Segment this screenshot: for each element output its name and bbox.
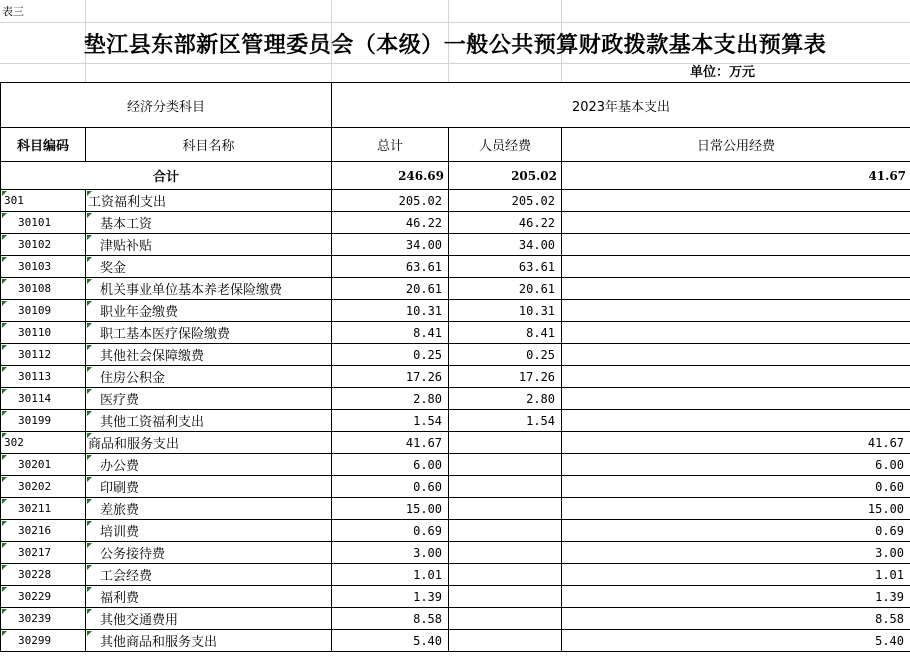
row-personnel[interactable] bbox=[449, 498, 562, 520]
total-row bbox=[1, 162, 910, 190]
row-personnel[interactable] bbox=[449, 520, 562, 542]
table-row bbox=[1, 344, 910, 366]
row-code[interactable]: 30229 bbox=[1, 586, 86, 608]
row-total[interactable]: 1.54 bbox=[332, 410, 449, 432]
error-indicator-icon bbox=[87, 367, 92, 372]
row-name[interactable]: 机关事业单位基本养老保险缴费 bbox=[86, 278, 332, 300]
row-public[interactable]: 3.00 bbox=[562, 542, 910, 564]
error-indicator-icon bbox=[2, 543, 7, 548]
row-personnel[interactable] bbox=[449, 542, 562, 564]
header-public[interactable]: 日常公用经费 bbox=[562, 128, 910, 162]
row-total[interactable]: 8.58 bbox=[332, 608, 449, 630]
row-name[interactable]: 住房公积金 bbox=[86, 366, 332, 388]
error-indicator-icon bbox=[2, 587, 7, 592]
header-personnel[interactable]: 人员经费 bbox=[449, 128, 562, 162]
header-econ-class[interactable]: 经济分类科目 bbox=[1, 83, 332, 128]
page-title: 垫江县东部新区管理委员会（本级）一般公共预算财政拨款基本支出预算表 bbox=[83, 32, 827, 58]
total-personnel[interactable]: 205.02 bbox=[449, 162, 562, 190]
error-indicator-icon bbox=[2, 345, 7, 350]
row-code[interactable]: 30217 bbox=[1, 542, 86, 564]
row-public[interactable]: 1.39 bbox=[562, 586, 910, 608]
row-public[interactable]: 8.58 bbox=[562, 608, 910, 630]
row-public[interactable]: 5.40 bbox=[562, 630, 910, 652]
row-personnel[interactable]: 2.80 bbox=[449, 388, 562, 410]
error-indicator-icon bbox=[87, 631, 92, 636]
error-indicator-icon bbox=[2, 631, 7, 636]
row-name[interactable]: 医疗费 bbox=[86, 388, 332, 410]
row-name[interactable]: 其他商品和服务支出 bbox=[86, 630, 332, 652]
row-personnel[interactable]: 34.00 bbox=[449, 234, 562, 256]
table-row bbox=[1, 520, 910, 542]
error-indicator-icon bbox=[87, 345, 92, 350]
row-name[interactable]: 工会经费 bbox=[86, 564, 332, 586]
row-personnel[interactable]: 0.25 bbox=[449, 344, 562, 366]
error-indicator-icon bbox=[87, 235, 92, 240]
error-indicator-icon bbox=[87, 213, 92, 218]
row-total[interactable]: 0.60 bbox=[332, 476, 449, 498]
error-indicator-icon bbox=[2, 235, 7, 240]
row-public[interactable]: 6.00 bbox=[562, 454, 910, 476]
error-indicator-icon bbox=[2, 499, 7, 504]
row-personnel[interactable]: 17.26 bbox=[449, 366, 562, 388]
row-total[interactable]: 63.61 bbox=[332, 256, 449, 278]
row-public[interactable] bbox=[562, 322, 910, 344]
row-public[interactable] bbox=[562, 300, 910, 322]
sheet-tag: 表三 bbox=[2, 5, 24, 18]
error-indicator-icon bbox=[87, 389, 92, 394]
row-name[interactable]: 其他工资福利支出 bbox=[86, 410, 332, 432]
row-name[interactable]: 其他交通费用 bbox=[86, 608, 332, 630]
total-public[interactable]: 41.67 bbox=[562, 162, 910, 190]
row-personnel[interactable]: 8.41 bbox=[449, 322, 562, 344]
error-indicator-icon bbox=[2, 257, 7, 262]
header-name[interactable]: 科目名称 bbox=[86, 128, 332, 162]
error-indicator-icon bbox=[87, 587, 92, 592]
row-code[interactable]: 30109 bbox=[1, 300, 86, 322]
table-row bbox=[1, 234, 910, 256]
row-code[interactable]: 30114 bbox=[1, 388, 86, 410]
row-total[interactable]: 17.26 bbox=[332, 366, 449, 388]
row-total[interactable]: 1.39 bbox=[332, 586, 449, 608]
row-total[interactable]: 0.25 bbox=[332, 344, 449, 366]
row-personnel[interactable] bbox=[449, 564, 562, 586]
table-row bbox=[1, 564, 910, 586]
row-name[interactable]: 差旅费 bbox=[86, 498, 332, 520]
row-total[interactable]: 15.00 bbox=[332, 498, 449, 520]
row-public[interactable]: 1.01 bbox=[562, 564, 910, 586]
error-indicator-icon bbox=[87, 257, 92, 262]
row-public[interactable]: 15.00 bbox=[562, 498, 910, 520]
row-code[interactable]: 30239 bbox=[1, 608, 86, 630]
row-name[interactable]: 公务接待费 bbox=[86, 542, 332, 564]
row-code[interactable]: 30102 bbox=[1, 234, 86, 256]
row-name[interactable]: 职业年金缴费 bbox=[86, 300, 332, 322]
row-personnel[interactable] bbox=[449, 476, 562, 498]
row-personnel[interactable]: 20.61 bbox=[449, 278, 562, 300]
row-public[interactable] bbox=[562, 366, 910, 388]
row-name[interactable]: 办公费 bbox=[86, 454, 332, 476]
error-indicator-icon bbox=[2, 433, 7, 438]
error-indicator-icon bbox=[87, 477, 92, 482]
row-code[interactable]: 30211 bbox=[1, 498, 86, 520]
error-indicator-icon bbox=[2, 301, 7, 306]
row-total[interactable]: 8.41 bbox=[332, 322, 449, 344]
error-indicator-icon bbox=[2, 565, 7, 570]
budget-table bbox=[0, 82, 910, 652]
table-row bbox=[1, 498, 910, 520]
row-total[interactable]: 3.00 bbox=[332, 542, 449, 564]
row-personnel[interactable] bbox=[449, 586, 562, 608]
row-public[interactable] bbox=[562, 388, 910, 410]
row-code[interactable]: 302 bbox=[1, 432, 86, 454]
row-name[interactable]: 基本工资 bbox=[86, 212, 332, 234]
row-name[interactable]: 福利费 bbox=[86, 586, 332, 608]
error-indicator-icon bbox=[87, 301, 92, 306]
row-name[interactable]: 培训费 bbox=[86, 520, 332, 542]
error-indicator-icon bbox=[87, 279, 92, 284]
table-row bbox=[1, 322, 910, 344]
error-indicator-icon bbox=[2, 279, 7, 284]
table-row bbox=[1, 300, 910, 322]
total-label[interactable]: 合计 bbox=[1, 162, 332, 190]
row-name[interactable]: 工资福利支出 bbox=[86, 190, 332, 212]
error-indicator-icon bbox=[2, 191, 7, 196]
row-code[interactable]: 30199 bbox=[1, 410, 86, 432]
row-total[interactable]: 6.00 bbox=[332, 454, 449, 476]
row-total[interactable]: 41.67 bbox=[332, 432, 449, 454]
row-code[interactable]: 30113 bbox=[1, 366, 86, 388]
row-name[interactable]: 奖金 bbox=[86, 256, 332, 278]
row-total[interactable]: 2.80 bbox=[332, 388, 449, 410]
error-indicator-icon bbox=[87, 609, 92, 614]
table-row bbox=[1, 190, 910, 212]
row-code[interactable]: 301 bbox=[1, 190, 86, 212]
header-row-group bbox=[1, 83, 910, 128]
error-indicator-icon bbox=[2, 521, 7, 526]
table-row bbox=[1, 278, 910, 300]
table-row bbox=[1, 432, 910, 454]
row-public[interactable]: 0.60 bbox=[562, 476, 910, 498]
row-personnel[interactable] bbox=[449, 608, 562, 630]
row-code[interactable]: 30103 bbox=[1, 256, 86, 278]
row-public[interactable]: 41.67 bbox=[562, 432, 910, 454]
row-public[interactable] bbox=[562, 212, 910, 234]
table-row bbox=[1, 388, 910, 410]
row-public[interactable] bbox=[562, 278, 910, 300]
row-total[interactable]: 1.01 bbox=[332, 564, 449, 586]
table-row bbox=[1, 454, 910, 476]
error-indicator-icon bbox=[2, 609, 7, 614]
error-indicator-icon bbox=[87, 455, 92, 460]
row-code[interactable]: 30101 bbox=[1, 212, 86, 234]
error-indicator-icon bbox=[87, 543, 92, 548]
row-personnel[interactable] bbox=[449, 630, 562, 652]
row-code[interactable]: 30201 bbox=[1, 454, 86, 476]
row-name[interactable]: 印刷费 bbox=[86, 476, 332, 498]
header-basic-expenditure[interactable]: 2023年基本支出 bbox=[332, 83, 910, 128]
table-row bbox=[1, 256, 910, 278]
table-row bbox=[1, 410, 910, 432]
row-total[interactable]: 5.40 bbox=[332, 630, 449, 652]
row-code[interactable]: 30202 bbox=[1, 476, 86, 498]
header-total[interactable]: 总计 bbox=[332, 128, 449, 162]
row-code[interactable]: 30108 bbox=[1, 278, 86, 300]
error-indicator-icon bbox=[87, 323, 92, 328]
row-personnel[interactable] bbox=[449, 432, 562, 454]
gridline bbox=[0, 22, 910, 23]
row-total[interactable]: 34.00 bbox=[332, 234, 449, 256]
error-indicator-icon bbox=[2, 213, 7, 218]
table-row bbox=[1, 608, 910, 630]
error-indicator-icon bbox=[87, 521, 92, 526]
row-personnel[interactable]: 1.54 bbox=[449, 410, 562, 432]
row-total[interactable]: 46.22 bbox=[332, 212, 449, 234]
header-row-columns bbox=[1, 128, 910, 162]
row-personnel[interactable]: 205.02 bbox=[449, 190, 562, 212]
table-row bbox=[1, 212, 910, 234]
row-code[interactable]: 30110 bbox=[1, 322, 86, 344]
row-name[interactable]: 职工基本医疗保险缴费 bbox=[86, 322, 332, 344]
table-row bbox=[1, 542, 910, 564]
row-code[interactable]: 30112 bbox=[1, 344, 86, 366]
table-row bbox=[1, 476, 910, 498]
row-public[interactable] bbox=[562, 234, 910, 256]
error-indicator-icon bbox=[87, 411, 92, 416]
error-indicator-icon bbox=[2, 455, 7, 460]
table-row bbox=[1, 586, 910, 608]
row-public[interactable] bbox=[562, 190, 910, 212]
header-code[interactable]: 科目编码 bbox=[1, 128, 86, 162]
row-public[interactable] bbox=[562, 410, 910, 432]
unit-label: 单位：万元 bbox=[690, 65, 756, 80]
error-indicator-icon bbox=[87, 433, 92, 438]
row-personnel[interactable]: 10.31 bbox=[449, 300, 562, 322]
table-row bbox=[1, 630, 910, 652]
row-code[interactable]: 30216 bbox=[1, 520, 86, 542]
error-indicator-icon bbox=[2, 411, 7, 416]
error-indicator-icon bbox=[2, 477, 7, 482]
total-total[interactable]: 246.69 bbox=[332, 162, 449, 190]
row-public[interactable]: 0.69 bbox=[562, 520, 910, 542]
row-code[interactable]: 30228 bbox=[1, 564, 86, 586]
row-total[interactable]: 205.02 bbox=[332, 190, 449, 212]
row-name[interactable]: 商品和服务支出 bbox=[86, 432, 332, 454]
error-indicator-icon bbox=[87, 191, 92, 196]
row-total[interactable]: 10.31 bbox=[332, 300, 449, 322]
row-total[interactable]: 20.61 bbox=[332, 278, 449, 300]
row-personnel[interactable]: 63.61 bbox=[449, 256, 562, 278]
row-name[interactable]: 其他社会保障缴费 bbox=[86, 344, 332, 366]
error-indicator-icon bbox=[2, 389, 7, 394]
error-indicator-icon bbox=[87, 499, 92, 504]
error-indicator-icon bbox=[2, 323, 7, 328]
row-public[interactable] bbox=[562, 256, 910, 278]
row-total[interactable]: 0.69 bbox=[332, 520, 449, 542]
row-public[interactable] bbox=[562, 344, 910, 366]
row-name[interactable]: 津贴补贴 bbox=[86, 234, 332, 256]
row-personnel[interactable] bbox=[449, 454, 562, 476]
row-personnel[interactable]: 46.22 bbox=[449, 212, 562, 234]
row-code[interactable]: 30299 bbox=[1, 630, 86, 652]
error-indicator-icon bbox=[2, 367, 7, 372]
error-indicator-icon bbox=[87, 565, 92, 570]
table-row bbox=[1, 366, 910, 388]
